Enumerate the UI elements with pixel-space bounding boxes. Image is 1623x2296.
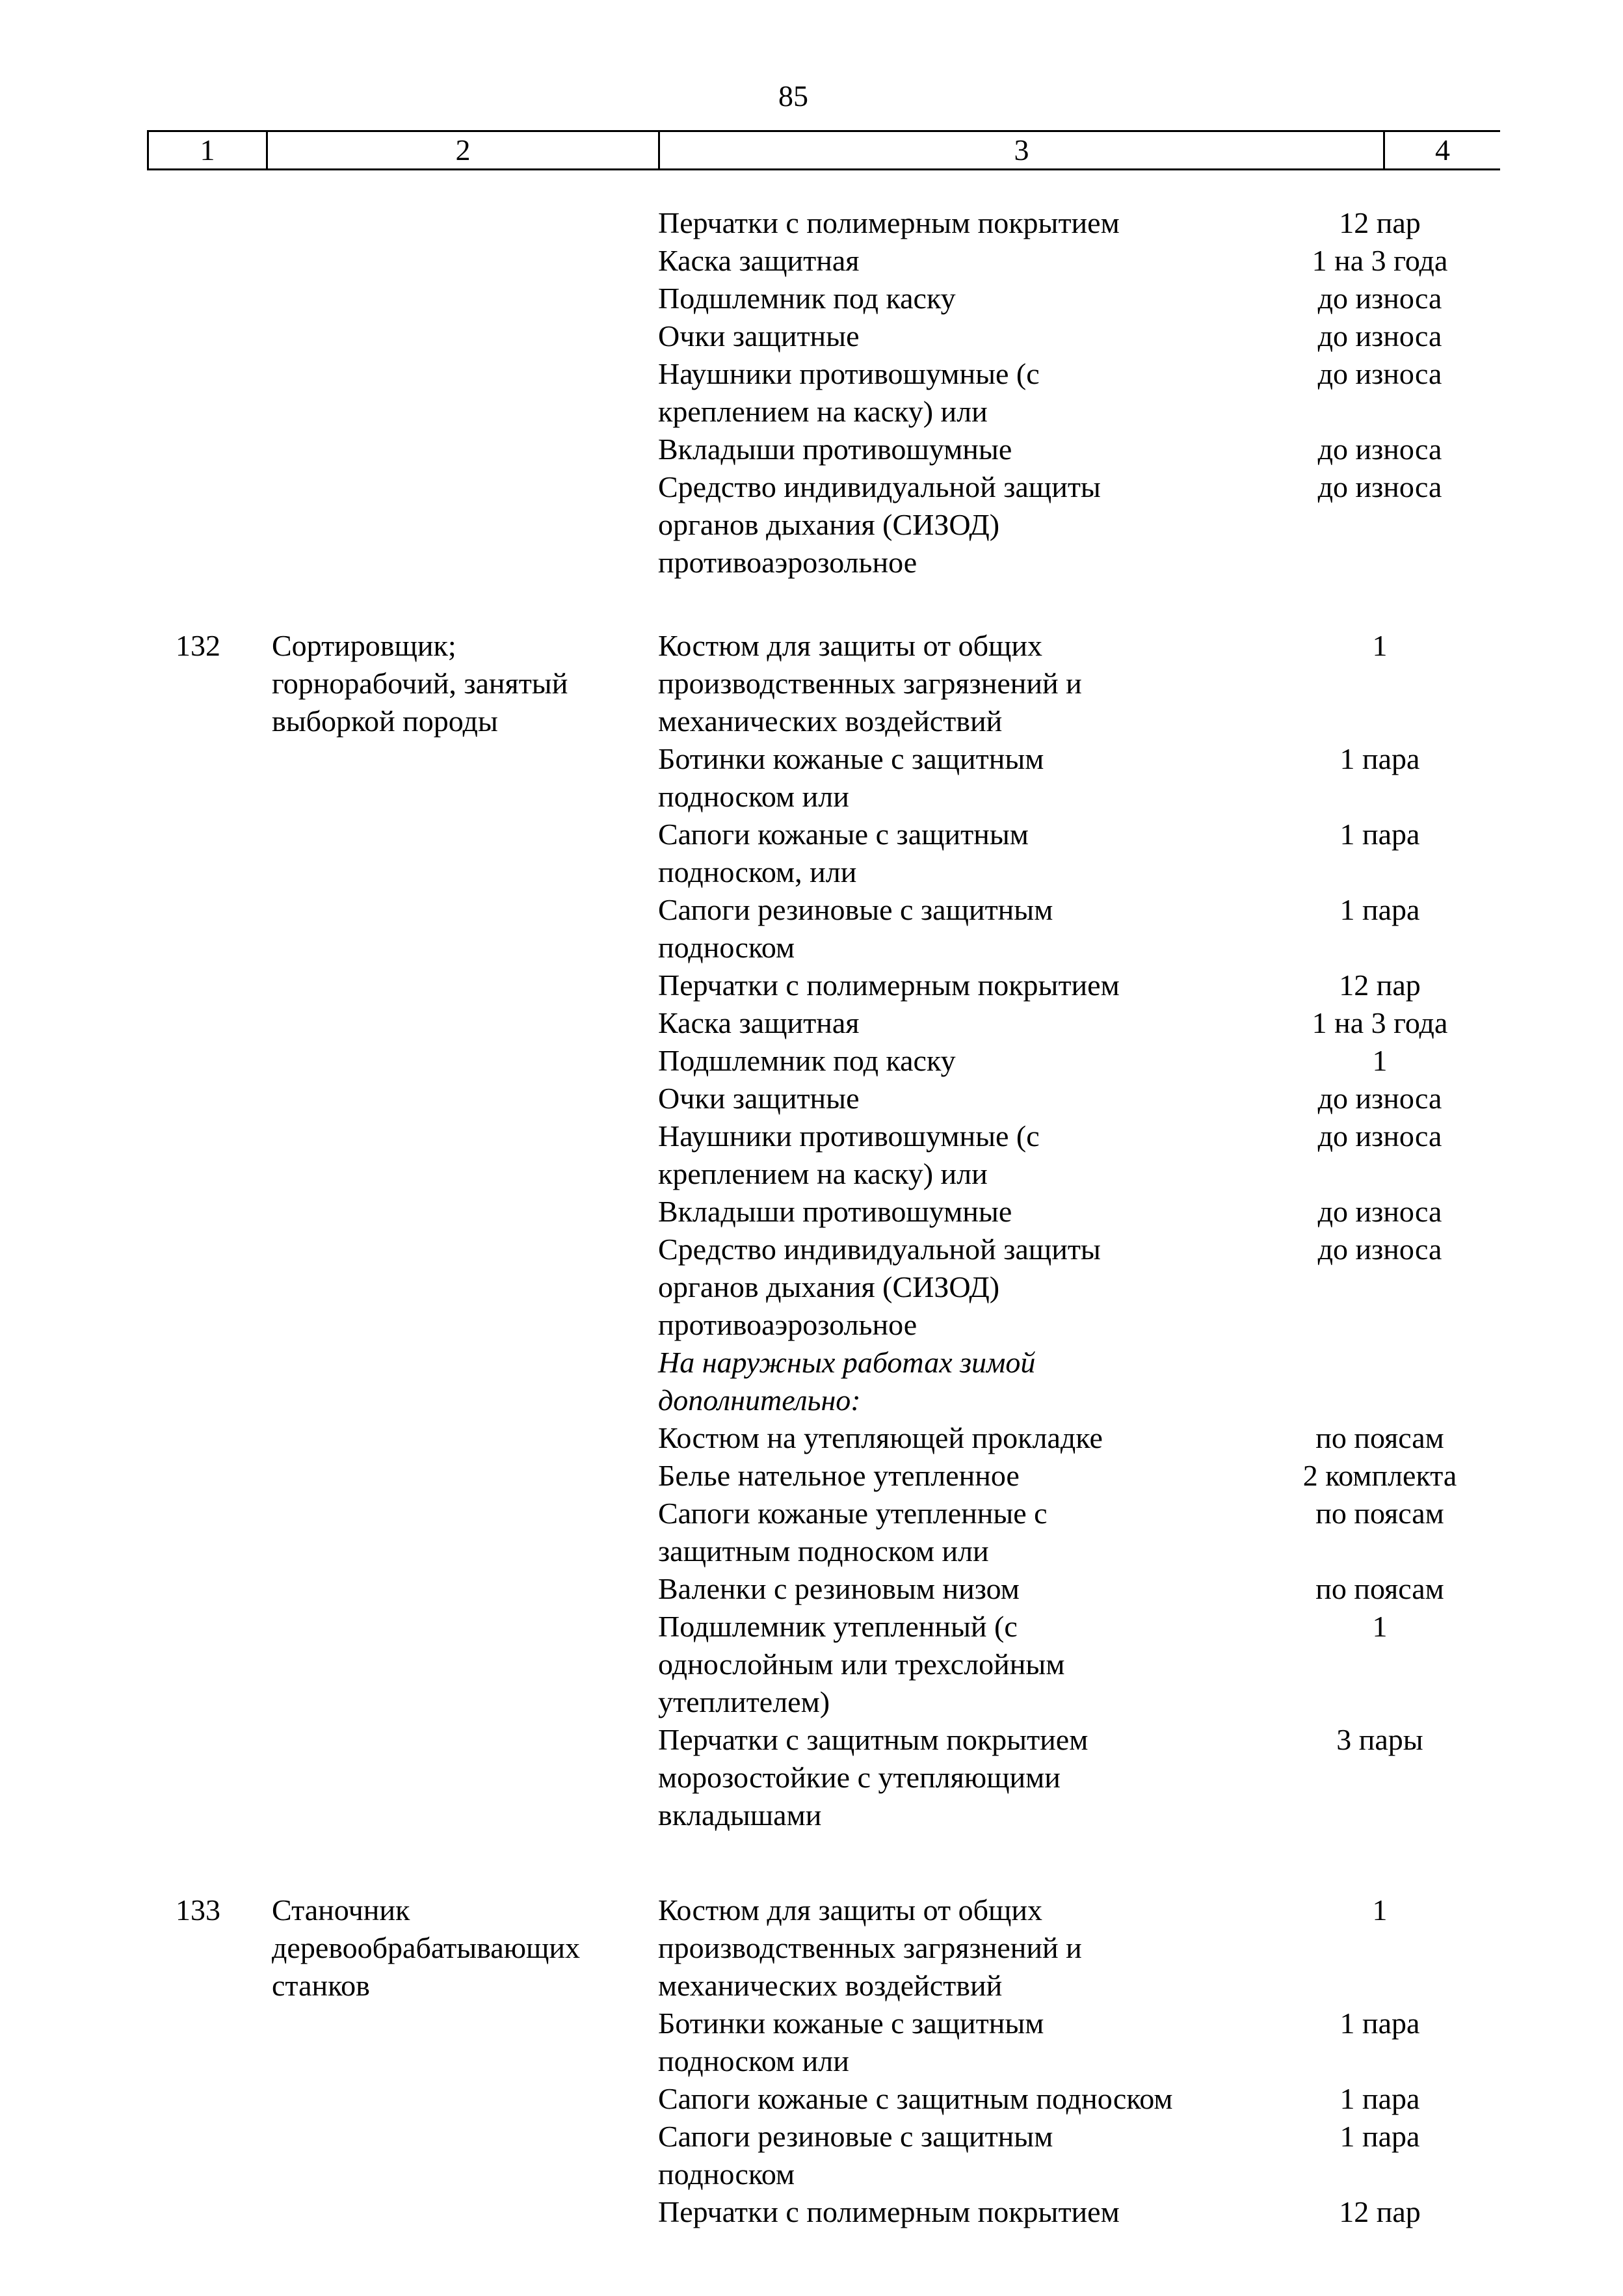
page-number: 85 <box>778 79 808 113</box>
ppe-item-quantity: 1 на 3 года <box>1312 1006 1448 1039</box>
ppe-item <box>658 204 1510 242</box>
ppe-item <box>658 1042 1510 1080</box>
ppe-item <box>658 1117 1510 1193</box>
ppe-list <box>658 1891 1510 2231</box>
ppe-item-name: Вкладыши противошумные <box>658 433 1012 466</box>
ppe-item <box>658 1231 1510 1344</box>
ppe-item <box>658 1419 1510 1457</box>
ppe-item-quantity: до износа <box>1317 1233 1442 1266</box>
ppe-item-quantity: 1 на 3 года <box>1312 244 1448 277</box>
ppe-item-quantity: 3 пары <box>1336 1723 1423 1756</box>
ppe-item-quantity: до износа <box>1317 1119 1442 1153</box>
ppe-item-name: Сапоги резиновые с защитным подноском <box>658 2120 1053 2191</box>
ppe-item-quantity: до износа <box>1317 319 1442 353</box>
ppe-item <box>658 627 1510 740</box>
ppe-item-name: Подшлемник утепленный (с однослойным или трехслойным утеплителем) <box>658 1610 1065 1718</box>
ppe-item-name: Костюм для защиты от общих производственных загрязнений и механических воздействий <box>658 1893 1082 2002</box>
column-header-row <box>147 130 1500 170</box>
ppe-item-name: Перчатки с полимерным покрытием <box>658 206 1120 239</box>
column-header-1: 1 <box>200 133 215 167</box>
ppe-item-quantity: 1 пара <box>1339 2007 1420 2040</box>
ppe-item <box>658 2005 1510 2080</box>
ppe-item-name: Наушники противошумные (с креплением на каску) или <box>658 1119 1040 1190</box>
ppe-item-name: Перчатки с полимерным покрытием <box>658 2195 1120 2228</box>
ppe-section-heading: На наружных работах зимой дополнительно: <box>658 1346 1036 1417</box>
ppe-item-name: Сапоги кожаные с защитным подноском, или <box>658 818 1029 888</box>
ppe-item-name: Перчатки с полимерным покрытием <box>658 968 1120 1002</box>
ppe-item-name: Костюм на утепляющей прокладке <box>658 1421 1103 1454</box>
ppe-item <box>658 1457 1510 1495</box>
ppe-item-name: Ботинки кожаные с защитным подноском или <box>658 742 1044 813</box>
ppe-item-quantity: 2 комплекта <box>1302 1459 1457 1492</box>
ppe-item-name: Каска защитная <box>658 244 860 277</box>
ppe-item-name: Очки защитные <box>658 319 860 353</box>
ppe-item <box>658 1080 1510 1117</box>
ppe-item-name: Очки защитные <box>658 1082 860 1115</box>
ppe-item <box>658 740 1510 816</box>
ppe-item <box>658 1891 1510 2005</box>
ppe-item-name: Средство индивидуальной защиты органов дыхания (СИЗОД) противоаэрозольное <box>658 470 1101 579</box>
ppe-item-quantity: 1 <box>1372 1610 1388 1643</box>
ppe-item-quantity: 1 <box>1372 1044 1388 1077</box>
ppe-item <box>658 242 1510 280</box>
ppe-item-quantity: до износа <box>1317 357 1442 390</box>
ppe-section-note <box>658 1344 1510 1419</box>
ppe-item <box>658 967 1510 1004</box>
ppe-item <box>658 2080 1510 2118</box>
ppe-item-name: Валенки с резиновым низом <box>658 1572 1020 1605</box>
ppe-item <box>658 1721 1510 1834</box>
ppe-item <box>658 1495 1510 1570</box>
continuation-items <box>658 204 1510 581</box>
ppe-item-quantity: до износа <box>1317 1195 1442 1228</box>
ppe-item-name: Средство индивидуальной защиты органов дыхания (СИЗОД) противоаэрозольное <box>658 1233 1101 1341</box>
ppe-item <box>658 1193 1510 1231</box>
ppe-list <box>658 627 1510 1834</box>
ppe-item <box>658 280 1510 317</box>
ppe-item <box>658 1608 1510 1721</box>
ppe-item-name: Сапоги кожаные с защитным подноском <box>658 2082 1173 2115</box>
ppe-item-quantity: по поясам <box>1315 1497 1444 1530</box>
ppe-item-quantity: 12 пар <box>1339 2195 1421 2228</box>
ppe-item-name: Наушники противошумные (с креплением на каску) или <box>658 357 1040 428</box>
ppe-item-name: Вкладыши противошумные <box>658 1195 1012 1228</box>
ppe-item-quantity: 1 пара <box>1339 2120 1420 2153</box>
ppe-item-quantity: 1 пара <box>1339 893 1420 926</box>
ppe-item-quantity: 1 пара <box>1339 742 1420 775</box>
ppe-item <box>658 891 1510 967</box>
occupation-name: Станочник деревообрабатывающих станков <box>272 1893 581 2002</box>
ppe-item-quantity: до износа <box>1317 433 1442 466</box>
ppe-item <box>658 1004 1510 1042</box>
ppe-item-name: Белье нательное утепленное <box>658 1459 1020 1492</box>
ppe-item-name: Сапоги резиновые с защитным подноском <box>658 893 1053 964</box>
ppe-item-quantity: по поясам <box>1315 1421 1444 1454</box>
ppe-item <box>658 1570 1510 1608</box>
occupation-name: Сортировщик; горнорабочий, занятый выборкой породы <box>272 629 568 738</box>
ppe-item-quantity: 12 пар <box>1339 206 1421 239</box>
ppe-item <box>658 816 1510 891</box>
ppe-item-quantity: до износа <box>1317 282 1442 315</box>
ppe-item-name: Перчатки с защитным покрытием морозостойкие с утепляющими вкладышами <box>658 1723 1089 1832</box>
ppe-item <box>658 431 1510 468</box>
ppe-item-name: Подшлемник под каску <box>658 282 956 315</box>
ppe-item <box>658 2193 1510 2231</box>
ppe-item-quantity: до износа <box>1317 1082 1442 1115</box>
row-number: 132 <box>176 629 220 662</box>
ppe-item-quantity: 1 <box>1372 1893 1388 1927</box>
ppe-item <box>658 2118 1510 2193</box>
column-header-4: 4 <box>1435 133 1450 167</box>
ppe-item <box>658 468 1510 581</box>
ppe-item-quantity: 1 <box>1372 629 1388 662</box>
ppe-item-name: Костюм для защиты от общих производственных загрязнений и механических воздействий <box>658 629 1082 738</box>
ppe-item-quantity: 12 пар <box>1339 968 1421 1002</box>
ppe-item <box>658 355 1510 431</box>
ppe-item-name: Подшлемник под каску <box>658 1044 956 1077</box>
column-header-3: 3 <box>1014 133 1029 167</box>
row-number: 133 <box>176 1893 220 1927</box>
ppe-item-name: Сапоги кожаные утепленные с защитным подноском или <box>658 1497 1048 1568</box>
ppe-item-quantity: 1 пара <box>1339 818 1420 851</box>
ppe-item <box>658 317 1510 355</box>
ppe-item-quantity: до износа <box>1317 470 1442 503</box>
ppe-item-name: Ботинки кожаные с защитным подноском или <box>658 2007 1044 2077</box>
ppe-item-name: Каска защитная <box>658 1006 860 1039</box>
column-header-2: 2 <box>455 133 471 167</box>
ppe-item-quantity: 1 пара <box>1339 2082 1420 2115</box>
ppe-item-quantity: по поясам <box>1315 1572 1444 1605</box>
